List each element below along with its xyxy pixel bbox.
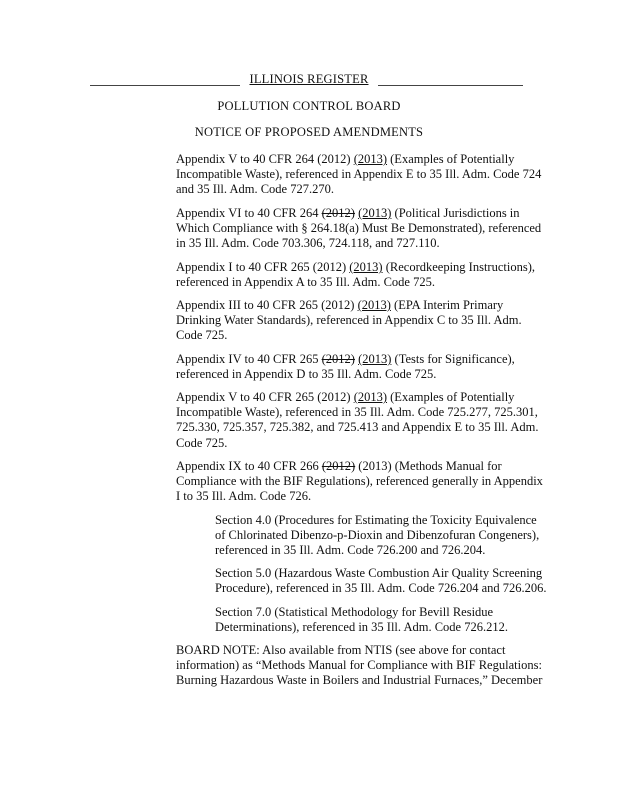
appendix-entry: [176, 352, 548, 382]
entry-text: (Examples of Potentially Incompatible Waste), referenced in 35 Ill. Adm. Code 725.277, 725.301, 725.330, 725.357, 725.382, and 725.413 and Appendix E to 35 Ill. Adm. Code 725.: [176, 390, 539, 450]
entry-text: Appendix VI to 40 CFR 264: [176, 206, 322, 220]
entry-text: (Tests for Significance), referenced in Appendix D to 35 Ill. Adm. Code 725.: [176, 352, 515, 382]
entry-text: (Political Jurisdictions in Which Compliance with § 264.18(a) Must Be Demonstrated), referenced in 35 Ill. Adm. Code 703.306, 724.118, and 727.110.: [176, 206, 542, 251]
inserted-text: (2013): [357, 298, 391, 312]
inserted-text: (2013): [358, 206, 392, 220]
appendix-entry: [176, 390, 548, 451]
entry-text: (Examples of Potentially Incompatible Waste), referenced in Appendix E to 35 Ill. Adm. Code 724 and 35 Ill. Adm. Code 727.270.: [176, 152, 542, 197]
entry-text: Appendix I to 40 CFR 265 (2012): [176, 260, 350, 274]
entry-text: (Recordkeeping Instructions), referenced in Appendix A to 35 Ill. Adm. Code 725.: [176, 260, 535, 290]
entry-text: Appendix IX to 40 CFR 266: [176, 459, 322, 473]
appendix-entry: [176, 298, 548, 344]
entry-text: (2013) (Methods Manual for Compliance with the BIF Regulations), referenced generally in Appendix I to 35 Ill. Adm. Code 726.: [176, 459, 543, 504]
entry-text: Appendix III to 40 CFR 265 (2012): [176, 298, 358, 312]
inserted-text: (2013): [353, 390, 388, 404]
inserted-text: (2013): [349, 260, 383, 274]
entry-text: Appendix V to 40 CFR 264 (2012): [176, 152, 354, 166]
entry-text: (EPA Interim Primary Drinking Water Standards), referenced in Appendix C to 35 Ill. Adm. Code 725.: [176, 298, 522, 343]
deleted-text: (2012): [321, 206, 355, 220]
deleted-text: (2012): [321, 352, 355, 366]
appendix-entry: [176, 206, 548, 252]
deleted-text: (2012): [321, 459, 356, 473]
appendix-entry: [176, 459, 548, 505]
notice-title: NOTICE OF PROPOSED AMENDMENTS: [194, 125, 424, 139]
section-entry: Section 7.0 (Statistical Methodology for Bevill Residue Determinations), referenced in 35 Ill. Adm. Code 726.212.: [215, 605, 508, 635]
entry-text: Appendix V to 40 CFR 265 (2012): [176, 390, 354, 404]
entry-text: Appendix IV to 40 CFR 265: [176, 352, 322, 366]
inserted-text: (2013): [358, 352, 392, 366]
board-title: POLLUTION CONTROL BOARD: [217, 99, 401, 113]
register-title: ILLINOIS REGISTER: [249, 72, 369, 86]
board-note: BOARD NOTE: Also available from NTIS (see above for contact information) as “Methods Manual for Compliance with BIF Regulations: Burning Hazardous Waste in Boilers and Industrial Furnaces,” December: [176, 643, 543, 688]
appendix-entry: [176, 152, 548, 198]
section-entry: Section 5.0 (Hazardous Waste Combustion Air Quality Screening Procedure), referenced in 35 Ill. Adm. Code 726.204 and 726.206.: [215, 566, 547, 596]
appendix-entry: [176, 260, 548, 290]
inserted-text: (2013): [353, 152, 388, 166]
section-entry: Section 4.0 (Procedures for Estimating the Toxicity Equivalence of Chlorinated Dibenzo-p-Dioxin and Dibenzofuran Congeners), referenced in 35 Ill. Adm. Code 726.200 and 726.204.: [215, 513, 540, 558]
